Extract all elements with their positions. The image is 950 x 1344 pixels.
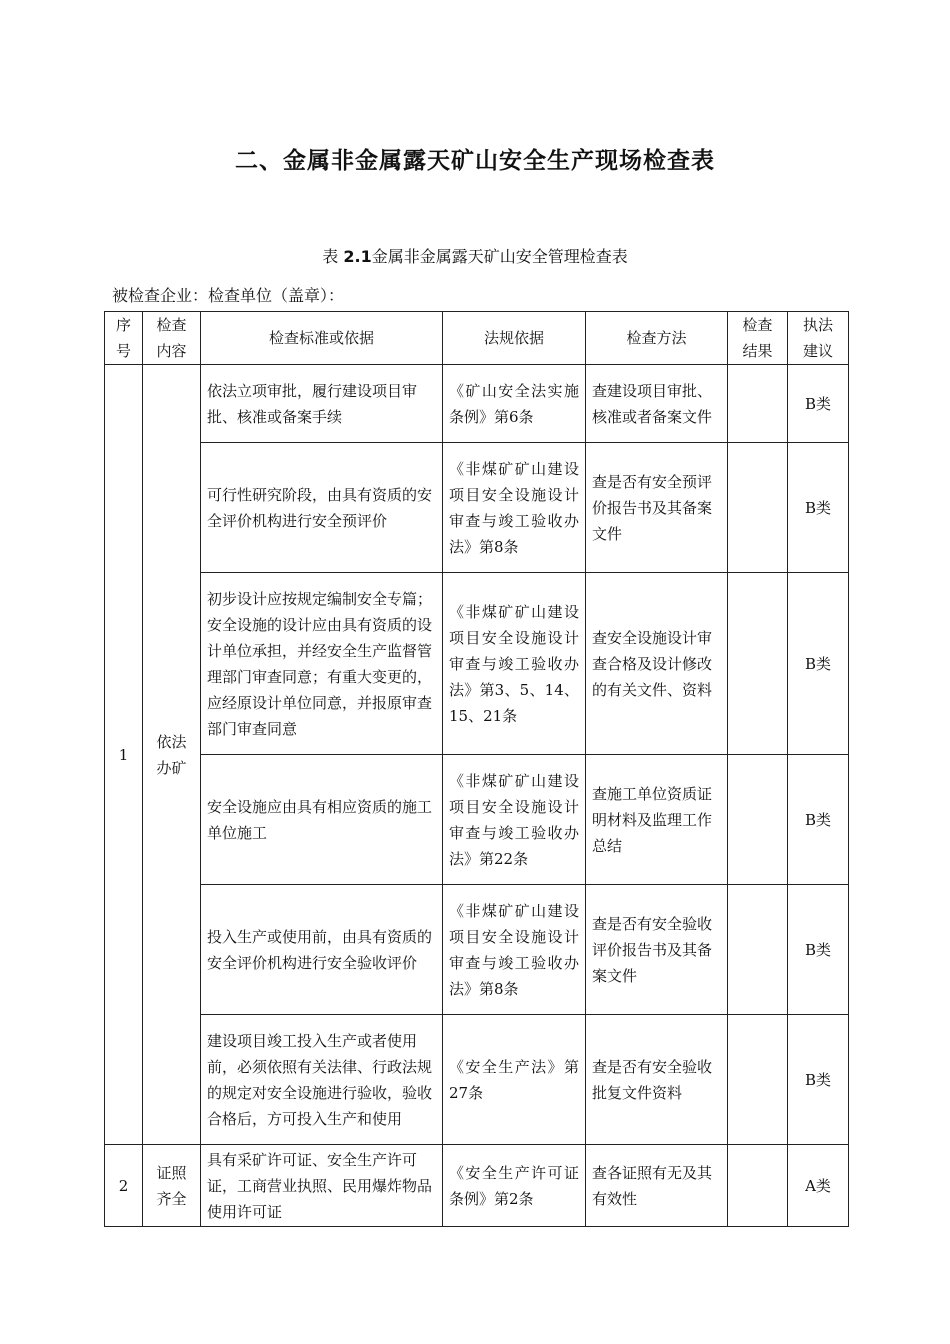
header-standard: 检查标准或依据: [201, 312, 443, 365]
header-item: 检查 内容: [143, 312, 201, 365]
basis-cell: 《非煤矿矿山建设项目安全设施设计审查与竣工验收办法》第8条: [443, 885, 586, 1015]
method-cell: 查施工单位资质证明材料及监理工作总结: [586, 755, 728, 885]
result-cell[interactable]: [728, 365, 788, 443]
method-cell: 查是否有安全预评价报告书及其备案文件: [586, 443, 728, 573]
result-cell[interactable]: [728, 1015, 788, 1145]
advice-cell: B类: [788, 573, 849, 755]
page-title: 二、金属非金属露天矿山安全生产现场检查表: [235, 148, 715, 174]
group-item: 证照 齐全: [143, 1145, 201, 1227]
advice-cell: B类: [788, 443, 849, 573]
table-row: [105, 755, 849, 885]
header-advice: 执法 建议: [788, 312, 849, 365]
inspected-enterprise-line: 被检查企业：检查单位（盖章）：: [112, 286, 345, 305]
inspection-table: [104, 311, 849, 1227]
standard-cell: 安全设施应由具有相应资质的施工单位施工: [201, 755, 443, 885]
method-cell: 查是否有安全验收评价报告书及其备案文件: [586, 885, 728, 1015]
header-result: 检查 结果: [728, 312, 788, 365]
standard-cell: 初步设计应按规定编制安全专篇；安全设施的设计应由具有资质的设计单位承担，并经安全生产监督管理部门审查同意；有重大变更的，应经原设计单位同意，并报原审查部门审查同意: [201, 573, 443, 755]
table-row: [105, 573, 849, 755]
result-cell[interactable]: [728, 573, 788, 755]
result-cell[interactable]: [728, 885, 788, 1015]
standard-cell: 具有采矿许可证、安全生产许可证，工商营业执照、民用爆炸物品使用许可证: [201, 1145, 443, 1227]
method-cell: 查各证照有无及其有效性: [586, 1145, 728, 1227]
table-row: [105, 885, 849, 1015]
table-row: [105, 1145, 849, 1227]
advice-cell: A类: [788, 1145, 849, 1227]
standard-cell: 可行性研究阶段，由具有资质的安全评价机构进行安全预评价: [201, 443, 443, 573]
result-cell[interactable]: [728, 1145, 788, 1227]
header-method: 检查方法: [586, 312, 728, 365]
standard-cell: 依法立项审批，履行建设项目审批、核准或备案手续: [201, 365, 443, 443]
advice-cell: B类: [788, 755, 849, 885]
method-cell: 查安全设施设计审查合格及设计修改的有关文件、资料: [586, 573, 728, 755]
group-seq: 1: [105, 365, 143, 1145]
advice-cell: B类: [788, 365, 849, 443]
table-row: [105, 365, 849, 443]
basis-cell: 《非煤矿矿山建设项目安全设施设计审查与竣工验收办法》第3、5、14、15、21条: [443, 573, 586, 755]
table-caption: [0, 244, 950, 267]
caption-prefix: 表: [322, 247, 339, 266]
advice-cell: B类: [788, 1015, 849, 1145]
basis-cell: 《安全生产许可证条例》第2条: [443, 1145, 586, 1227]
caption-number: 2.1: [343, 247, 372, 266]
header-seq: 序 号: [105, 312, 143, 365]
header-row: [105, 312, 849, 365]
table-row: [105, 1015, 849, 1145]
group-item: 依法 办矿: [143, 365, 201, 1145]
result-cell[interactable]: [728, 755, 788, 885]
basis-cell: 《矿山安全法实施条例》第6条: [443, 365, 586, 443]
caption-text: 金属非金属露天矿山安全管理检查表: [371, 247, 628, 266]
basis-cell: 《非煤矿矿山建设项目安全设施设计审查与竣工验收办法》第8条: [443, 443, 586, 573]
method-cell: 查是否有安全验收批复文件资料: [586, 1015, 728, 1145]
group-seq: 2: [105, 1145, 143, 1227]
method-cell: 查建设项目审批、核准或者备案文件: [586, 365, 728, 443]
basis-cell: 《非煤矿矿山建设项目安全设施设计审查与竣工验收办法》第22条: [443, 755, 586, 885]
table-row: [105, 443, 849, 573]
standard-cell: 建设项目竣工投入生产或者使用前，必须依照有关法律、行政法规的规定对安全设施进行验收，验收合格后，方可投入生产和使用: [201, 1015, 443, 1145]
basis-cell: 《安全生产法》第27条: [443, 1015, 586, 1145]
result-cell[interactable]: [728, 443, 788, 573]
advice-cell: B类: [788, 885, 849, 1015]
standard-cell: 投入生产或使用前，由具有资质的安全评价机构进行安全验收评价: [201, 885, 443, 1015]
header-basis: 法规依据: [443, 312, 586, 365]
